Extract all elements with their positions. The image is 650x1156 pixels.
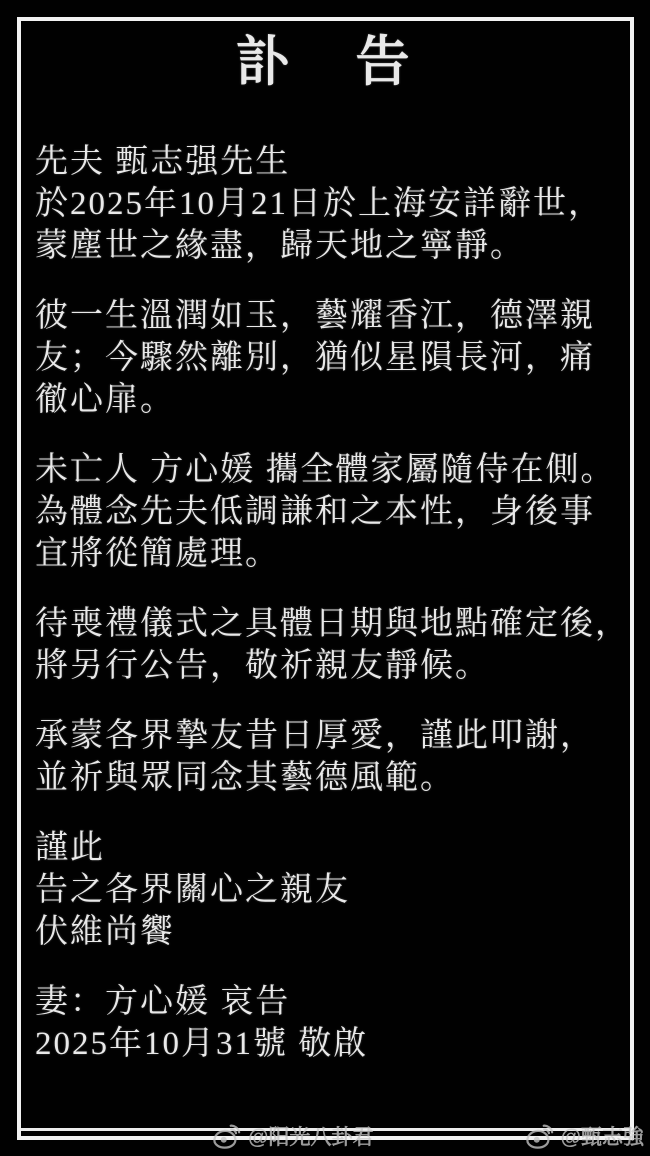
weibo-icon [212,1122,242,1150]
paragraph-deceased [35,141,616,267]
text-line: 友；今驟然離別，猶似星隕長河，痛 [35,340,595,376]
text-line: 未亡人 方心媛 攜全體家屬隨侍在側。 [35,452,616,488]
paragraph-eulogy [35,295,616,421]
text-line: 並祈與眾同念其藝德風範。 [35,760,455,796]
text-line: 伏維尚饗 [35,914,175,950]
weibo-icon [525,1122,555,1150]
notice-title: 訃 告 [235,32,416,92]
text-line: 待喪禮儀式之具體日期與地點確定後， [35,606,630,642]
text-line: 彼一生溫潤如玉，藝耀香江，德澤親 [35,298,595,334]
text-line: 妻：方心媛 哀告 [35,984,291,1020]
inner-frame [17,17,634,1140]
paragraph-gratitude [35,715,616,799]
watermark-handle: @阳光八卦君 [248,1126,374,1149]
text-line: 告之各界關心之親友 [35,872,350,908]
text-line: 先夫 甄志强先生 [35,144,291,180]
text-line: 宜將從簡處理。 [35,536,280,572]
text-line: 承蒙各界摯友昔日厚愛，謹此叩謝， [35,718,595,754]
paragraph-family [35,449,616,575]
paragraph-closing [35,827,616,953]
paragraph-funeral-arrangements [35,603,630,687]
text-line: 於2025年10月21日於上海安詳辭世， [35,186,603,222]
paragraph-signature [35,981,616,1065]
text-line: 將另行公告，敬祈親友靜候。 [35,648,490,684]
watermark-left [212,1121,373,1151]
text-line: 徹心扉。 [35,382,175,418]
watermark-handle: @甄志強 [560,1126,644,1149]
notice-content [21,21,630,1065]
text-line: 蒙塵世之緣盡，歸天地之寧靜。 [35,228,525,264]
text-line: 2025年10月31號 敬啟 [35,1026,369,1062]
text-line: 為體念先夫低調謙和之本性，身後事 [35,494,595,530]
watermark-right [525,1121,644,1151]
text-line: 謹此 [35,830,105,866]
